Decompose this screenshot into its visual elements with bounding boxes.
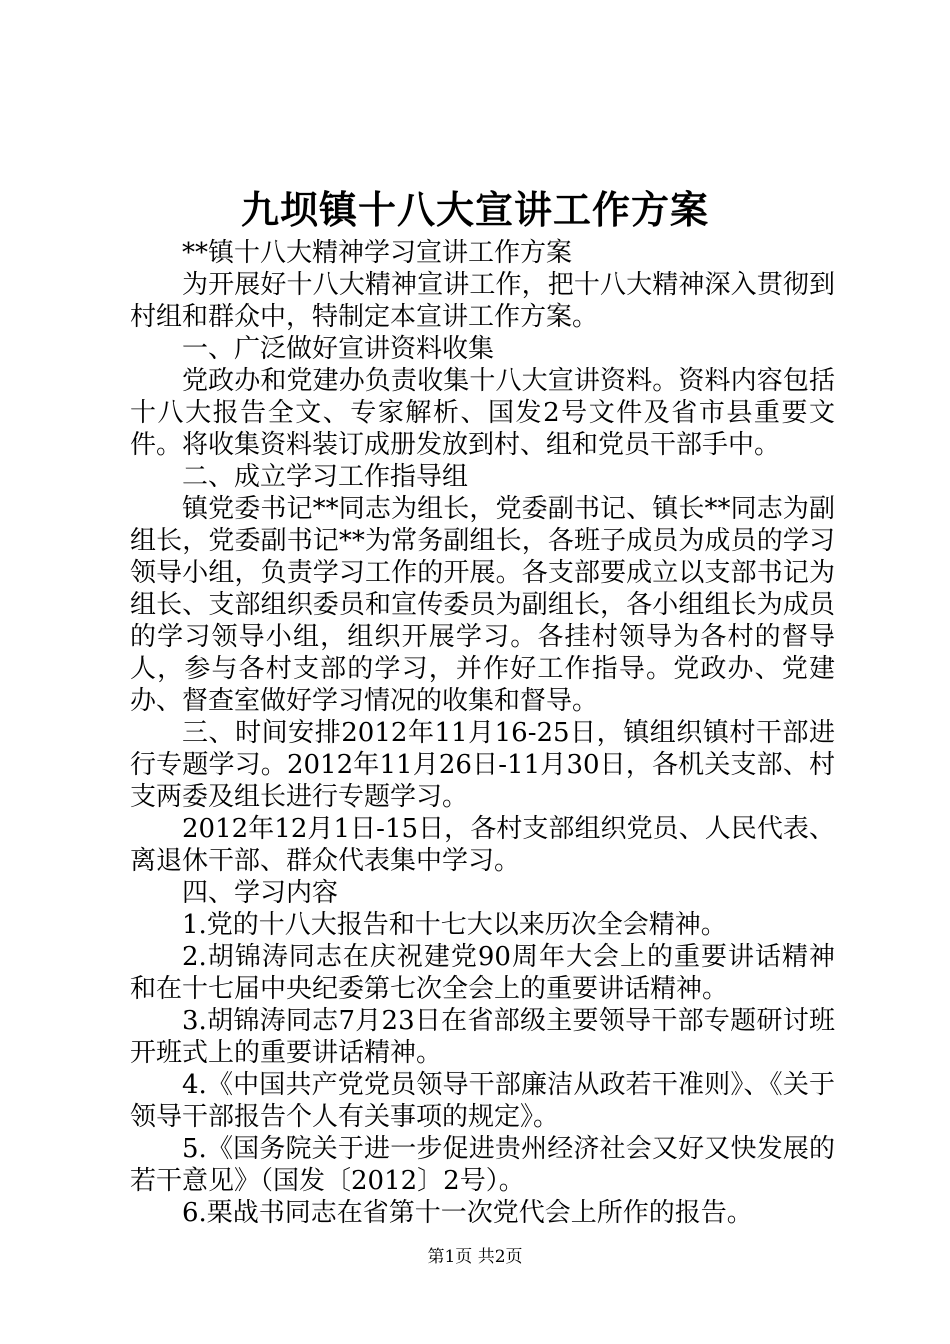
list-item-3: 3.胡锦涛同志7月23日在省部级主要领导干部专题研讨班开班式上的重要讲话精神。 (130, 1006, 835, 1068)
paragraph-section-2: 镇党委书记**同志为组长，党委副书记、镇长**同志为副组长，党委副书记**为常务副组长，各班子成员为成员的学习领导小组，负责学习工作的开展。各支部要成立以支部书记为组长、支部组织委员和宣传委员为副组长，各小组组长为成员的学习领导小组，组织开展学习。各挂村领导为各村的督导人，参与各村支部的学习，并作好工作指导。党政办、党建办、督查室做好学习情况的收集和督导。 (130, 494, 835, 716)
list-item-4: 4.《中国共产党党员领导干部廉洁从政若干准则》、《关于领导干部报告个人有关事项的规定》。 (130, 1070, 835, 1132)
paragraph-intro: 为开展好十八大精神宣讲工作，把十八大精神深入贯彻到村组和群众中，特制定本宣讲工作方案。 (130, 270, 835, 332)
paragraph-section-3: 三、时间安排2012年11月16-25日，镇组织镇村干部进行专题学习。2012年11月26日-11月30日，各机关支部、村支两委及组长进行专题学习。 (130, 718, 835, 812)
page-number: 第1页 共2页 (427, 1247, 523, 1267)
paragraph-section-1: 党政办和党建办负责收集十八大宣讲资料。资料内容包括十八大报告全文、专家解析、国发2号文件及省市县重要文件。将收集资料装订成册发放到村、组和党员干部手中。 (130, 366, 835, 460)
section-heading-1: 一、广泛做好宣讲资料收集 (182, 334, 495, 364)
document-title: 九坝镇十八大宣讲工作方案 (240, 187, 709, 232)
list-item-6: 6.栗战书同志在省第十一次党代会上所作的报告。 (182, 1198, 753, 1228)
section-heading-2: 二、成立学习工作指导组 (182, 462, 469, 492)
paragraph-subtitle: **镇十八大精神学习宣讲工作方案 (182, 238, 573, 268)
section-heading-4: 四、学习内容 (182, 878, 339, 908)
document-body (130, 237, 835, 1229)
list-item-5: 5.《国务院关于进一步促进贵州经济社会又好又快发展的若干意见》（国发〔2012〕2号）。 (130, 1134, 835, 1196)
list-item-1: 1.党的十八大报告和十七大以来历次全会精神。 (182, 910, 727, 940)
paragraph-schedule: 2012年12月1日-15日，各村支部组织党员、人民代表、离退休干部、群众代表集中学习。 (130, 814, 835, 876)
list-item-2: 2.胡锦涛同志在庆祝建党90周年大会上的重要讲话精神和在十七届中央纪委第七次全会上的重要讲话精神。 (130, 942, 835, 1004)
